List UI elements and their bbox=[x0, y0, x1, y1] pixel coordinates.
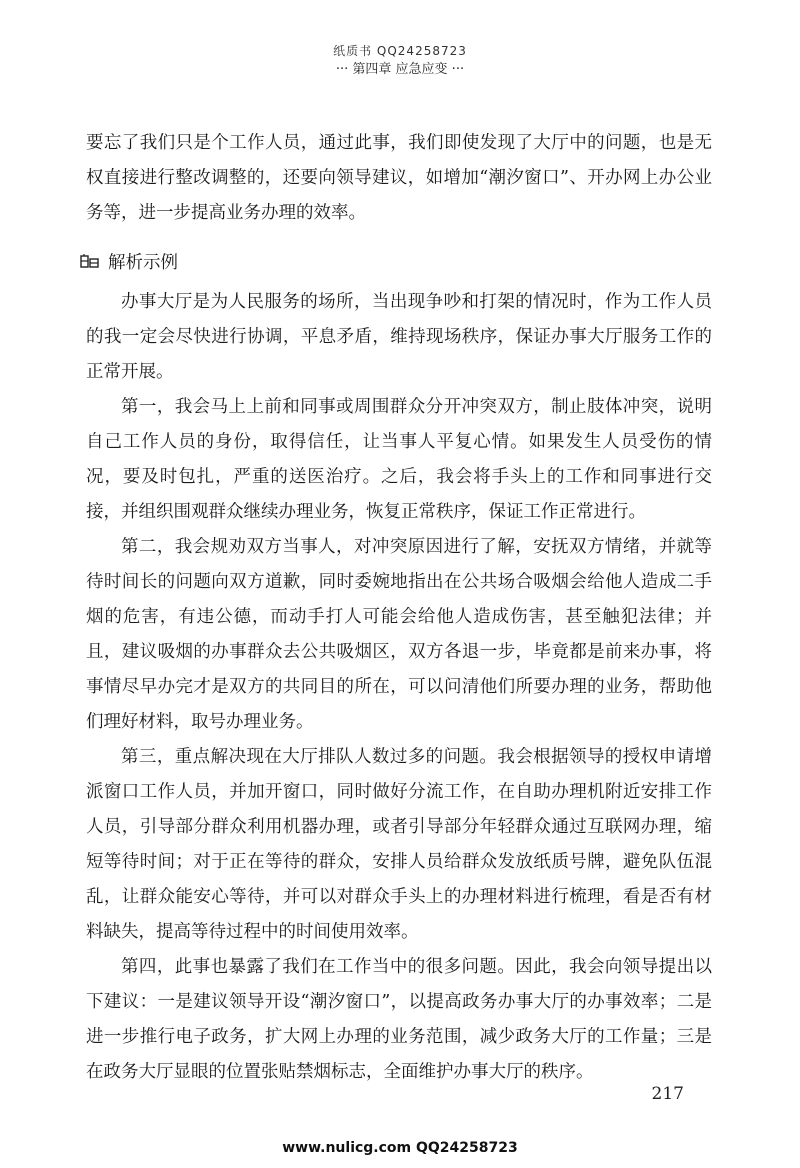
header-watermark: 纸质书 QQ24258723 bbox=[333, 44, 467, 58]
paragraph-third: 第三，重点解决现在大厅排队人数过多的问题。我会根据领导的授权申请增派窗口工作人员，并加开窗口，同时做好分流工作，在自助办理机附近安排工作人员，引导部分群众利用机器办理，或者引导部分年轻群众通过互联网办理，缩短等待时间；对于正在等待的群众，安排人员给群众发放纸质号牌，避免队伍混乱，让群众能安心等待，并可以对群众手头上的办理材料进行梳理，看是否有材料缺失，提高等待过程中的时间使用效率。 bbox=[86, 747, 712, 942]
page-body bbox=[86, 126, 712, 1090]
section-heading bbox=[80, 245, 712, 277]
intro-paragraph: 要忘了我们只是个工作人员，通过此事，我们即使发现了大厅中的问题，也是无权直接进行整改调整的，还要向领导建议，如增加“潮汐窗口”、开办网上办公业务等，进一步提高业务办理的效率。 bbox=[86, 133, 712, 223]
paragraph-overview: 办事大厅是为人民服务的场所，当出现争吵和打架的情况时，作为工作人员的我一定会尽快进行协调，平息矛盾，维持现场秩序，保证办事大厅服务工作的正常开展。 bbox=[86, 292, 712, 382]
analysis-icon bbox=[80, 253, 100, 269]
paragraph-fourth: 第四，此事也暴露了我们在工作当中的很多问题。因此，我会向领导提出以下建议：一是建议领导开设“潮汐窗口”，以提高政务办事大厅的办事效率；二是进一步推行电子政务，扩大网上办理的业务范围，减少政务大厅的工作量；三是在政务大厅显眼的位置张贴禁烟标志，全面维护办事大厅的秩序。 bbox=[86, 957, 712, 1082]
footer-watermark: www.nulicg.com QQ24258723 bbox=[282, 1140, 518, 1156]
chapter-title: ··· 第四章 应急应变 ··· bbox=[335, 62, 465, 77]
paragraph-second: 第二，我会规劝双方当事人，对冲突原因进行了解，安抚双方情绪，并就等待时间长的问题向双方道歉，同时委婉地指出在公共场合吸烟会给他人造成二手烟的危害，有违公德，而动手打人可能会给他人造成伤害，甚至触犯法律；并且，建议吸烟的办事群众去公共吸烟区，双方各退一步，毕竟都是前来办事，将事情尽早办完才是双方的共同目的所在，可以问清他们所要办理的业务，帮助他们理好材料，取号办理业务。 bbox=[86, 537, 712, 732]
section-title: 解析示例 bbox=[108, 252, 178, 273]
page-number: 217 bbox=[651, 1084, 684, 1104]
paragraph-first: 第一，我会马上上前和同事或周围群众分开冲突双方，制止肢体冲突，说明自己工作人员的身份，取得信任，让当事人平复心情。如果发生人员受伤的情况，要及时包扎，严重的送医治疗。之后，我会将手头上的工作和同事进行交接，并组织围观群众继续办理业务，恢复正常秩序，保证工作正常进行。 bbox=[86, 397, 712, 522]
